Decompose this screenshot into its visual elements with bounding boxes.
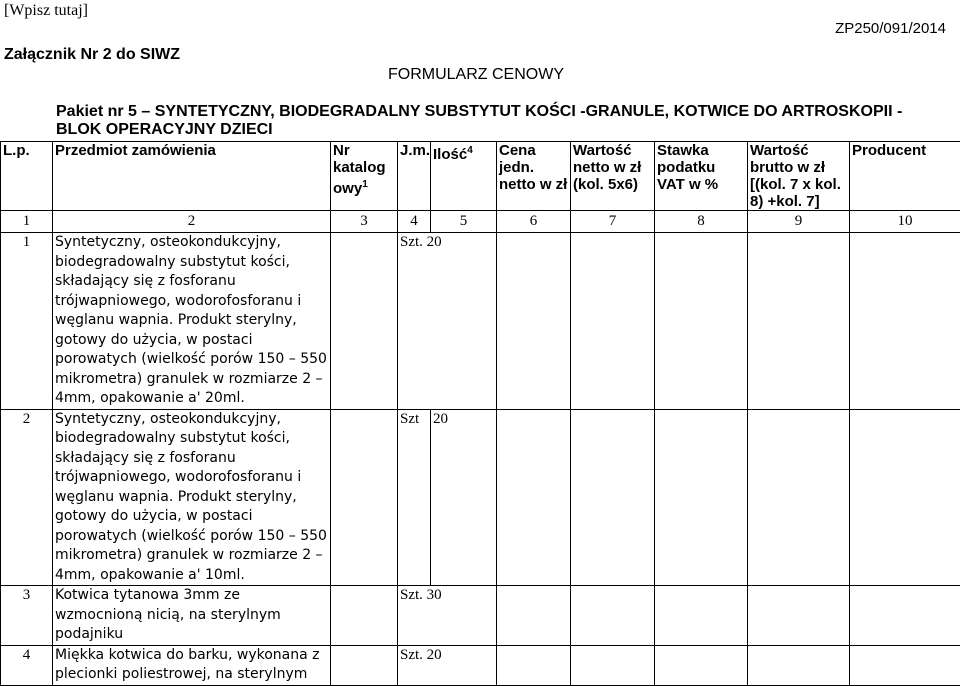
row-gross-value-cell: [748, 586, 850, 646]
header-catalog: [331, 142, 398, 211]
row-producer-cell: [850, 586, 960, 646]
row-unit: Szt: [398, 409, 431, 586]
header-qty-label: Ilość: [433, 146, 467, 163]
placeholder-text: [Wpisz tutaj]: [4, 2, 88, 20]
row-qty: 20: [427, 647, 442, 663]
header-catalog-label: Nr katalog owy: [333, 142, 386, 197]
row-lp: 4: [1, 645, 53, 685]
column-number: 5: [431, 211, 497, 233]
row-lp: 2: [1, 409, 53, 586]
row-unit: Szt.: [400, 587, 423, 603]
header-qty-footnote: 4: [467, 145, 473, 156]
row-qty: 20: [431, 409, 497, 586]
column-number: 9: [748, 211, 850, 233]
column-number: 1: [1, 211, 53, 233]
table-row: [1, 586, 960, 646]
header-lp: L.p.: [1, 142, 53, 211]
column-number: 10: [850, 211, 960, 233]
row-unit: Szt.: [400, 647, 423, 663]
row-lp: 1: [1, 233, 53, 410]
row-unit: Szt.: [400, 234, 423, 250]
header-vat: Stawka podatku VAT w %: [655, 142, 748, 211]
reference-number: ZP250/091/2014: [835, 20, 946, 37]
row-gross-value-cell: [748, 233, 850, 410]
form-title: FORMULARZ CENOWY: [388, 66, 564, 84]
package-title: Pakiet nr 5 – SYNTETYCZNY, BIODEGRADALNY SUBSTYTUT KOŚCI -GRANULE, KOTWICE DO ARTROSKOPII - BLOK OPERACYJNY DZIECI: [56, 103, 936, 139]
header-catalog-footnote: 1: [362, 179, 368, 190]
header-qty: [431, 142, 497, 211]
column-number: 3: [331, 211, 398, 233]
column-number: 7: [571, 211, 655, 233]
column-number: 6: [497, 211, 571, 233]
row-description: Syntetyczny, osteokondukcyjny, biodegradowalny substytut kości, składający się z fosforanu trójwapniowego, wodorofosforanu i węglanu wapnia. Produkt sterylny, gotowy do użycia, w postaci porowatych (wielkość porów 150 – 550 mikrometra) granulek w rozmiarze 2 – 4mm, opakowanie a' 20ml.: [53, 233, 331, 410]
row-description: Syntetyczny, osteokondukcyjny, biodegradowalny substytut kości, składający się z fosforanu trójwapniowego, wodorofosforanu i węglanu wapnia. Produkt sterylny, gotowy do użycia, w postaci porowatych (wielkość porów 150 – 550 mikrometra) granulek w rozmiarze 2 – 4mm, opakowanie a' 10ml.: [53, 409, 331, 586]
row-vat-cell: [655, 645, 748, 685]
row-producer-cell: [850, 645, 960, 685]
row-description: Kotwica tytanowa 3mm ze wzmocnioną nicią, na sterylnym podajniku: [53, 586, 331, 646]
row-catalog-cell: [331, 233, 398, 410]
column-number: 2: [53, 211, 331, 233]
row-unit-qty: [398, 233, 497, 410]
row-gross-value-cell: [748, 409, 850, 586]
row-qty: 30: [427, 587, 442, 603]
row-vat-cell: [655, 586, 748, 646]
row-net-value-cell: [571, 645, 655, 685]
header-subject: Przedmiot zamówienia: [53, 142, 331, 211]
row-vat-cell: [655, 233, 748, 410]
row-producer-cell: [850, 233, 960, 410]
row-unit-qty: [398, 586, 497, 646]
price-table: [0, 141, 960, 686]
row-unit-price-cell: [497, 409, 571, 586]
table-row: [1, 233, 960, 410]
row-vat-cell: [655, 409, 748, 586]
header-producer: Producent: [850, 142, 960, 211]
row-unit-price-cell: [497, 586, 571, 646]
header-unit: J.m.: [398, 142, 431, 211]
attachment-label: Załącznik Nr 2 do SIWZ: [4, 46, 180, 64]
row-gross-value-cell: [748, 645, 850, 685]
row-net-value-cell: [571, 586, 655, 646]
header-net-value: Wartość netto w zł (kol. 5x6): [571, 142, 655, 211]
row-net-value-cell: [571, 233, 655, 410]
column-number: 8: [655, 211, 748, 233]
row-description: Miękka kotwica do barku, wykonana z plecionki poliestrowej, na sterylnym: [53, 645, 331, 685]
column-number: 4: [398, 211, 431, 233]
row-unit-price-cell: [497, 645, 571, 685]
header-row: [1, 142, 960, 211]
row-producer-cell: [850, 409, 960, 586]
row-catalog-cell: [331, 586, 398, 646]
table-row: [1, 645, 960, 685]
row-qty: 20: [427, 234, 442, 250]
row-catalog-cell: [331, 645, 398, 685]
row-catalog-cell: [331, 409, 398, 586]
header-gross-value: Wartość brutto w zł [(kol. 7 x kol. 8) +kol. 7]: [748, 142, 850, 211]
table-row: [1, 409, 960, 586]
row-lp: 3: [1, 586, 53, 646]
header-unit-price: Cena jedn. netto w zł: [497, 142, 571, 211]
row-unit-qty: [398, 645, 497, 685]
column-number-row: [1, 211, 960, 233]
row-net-value-cell: [571, 409, 655, 586]
row-unit-price-cell: [497, 233, 571, 410]
